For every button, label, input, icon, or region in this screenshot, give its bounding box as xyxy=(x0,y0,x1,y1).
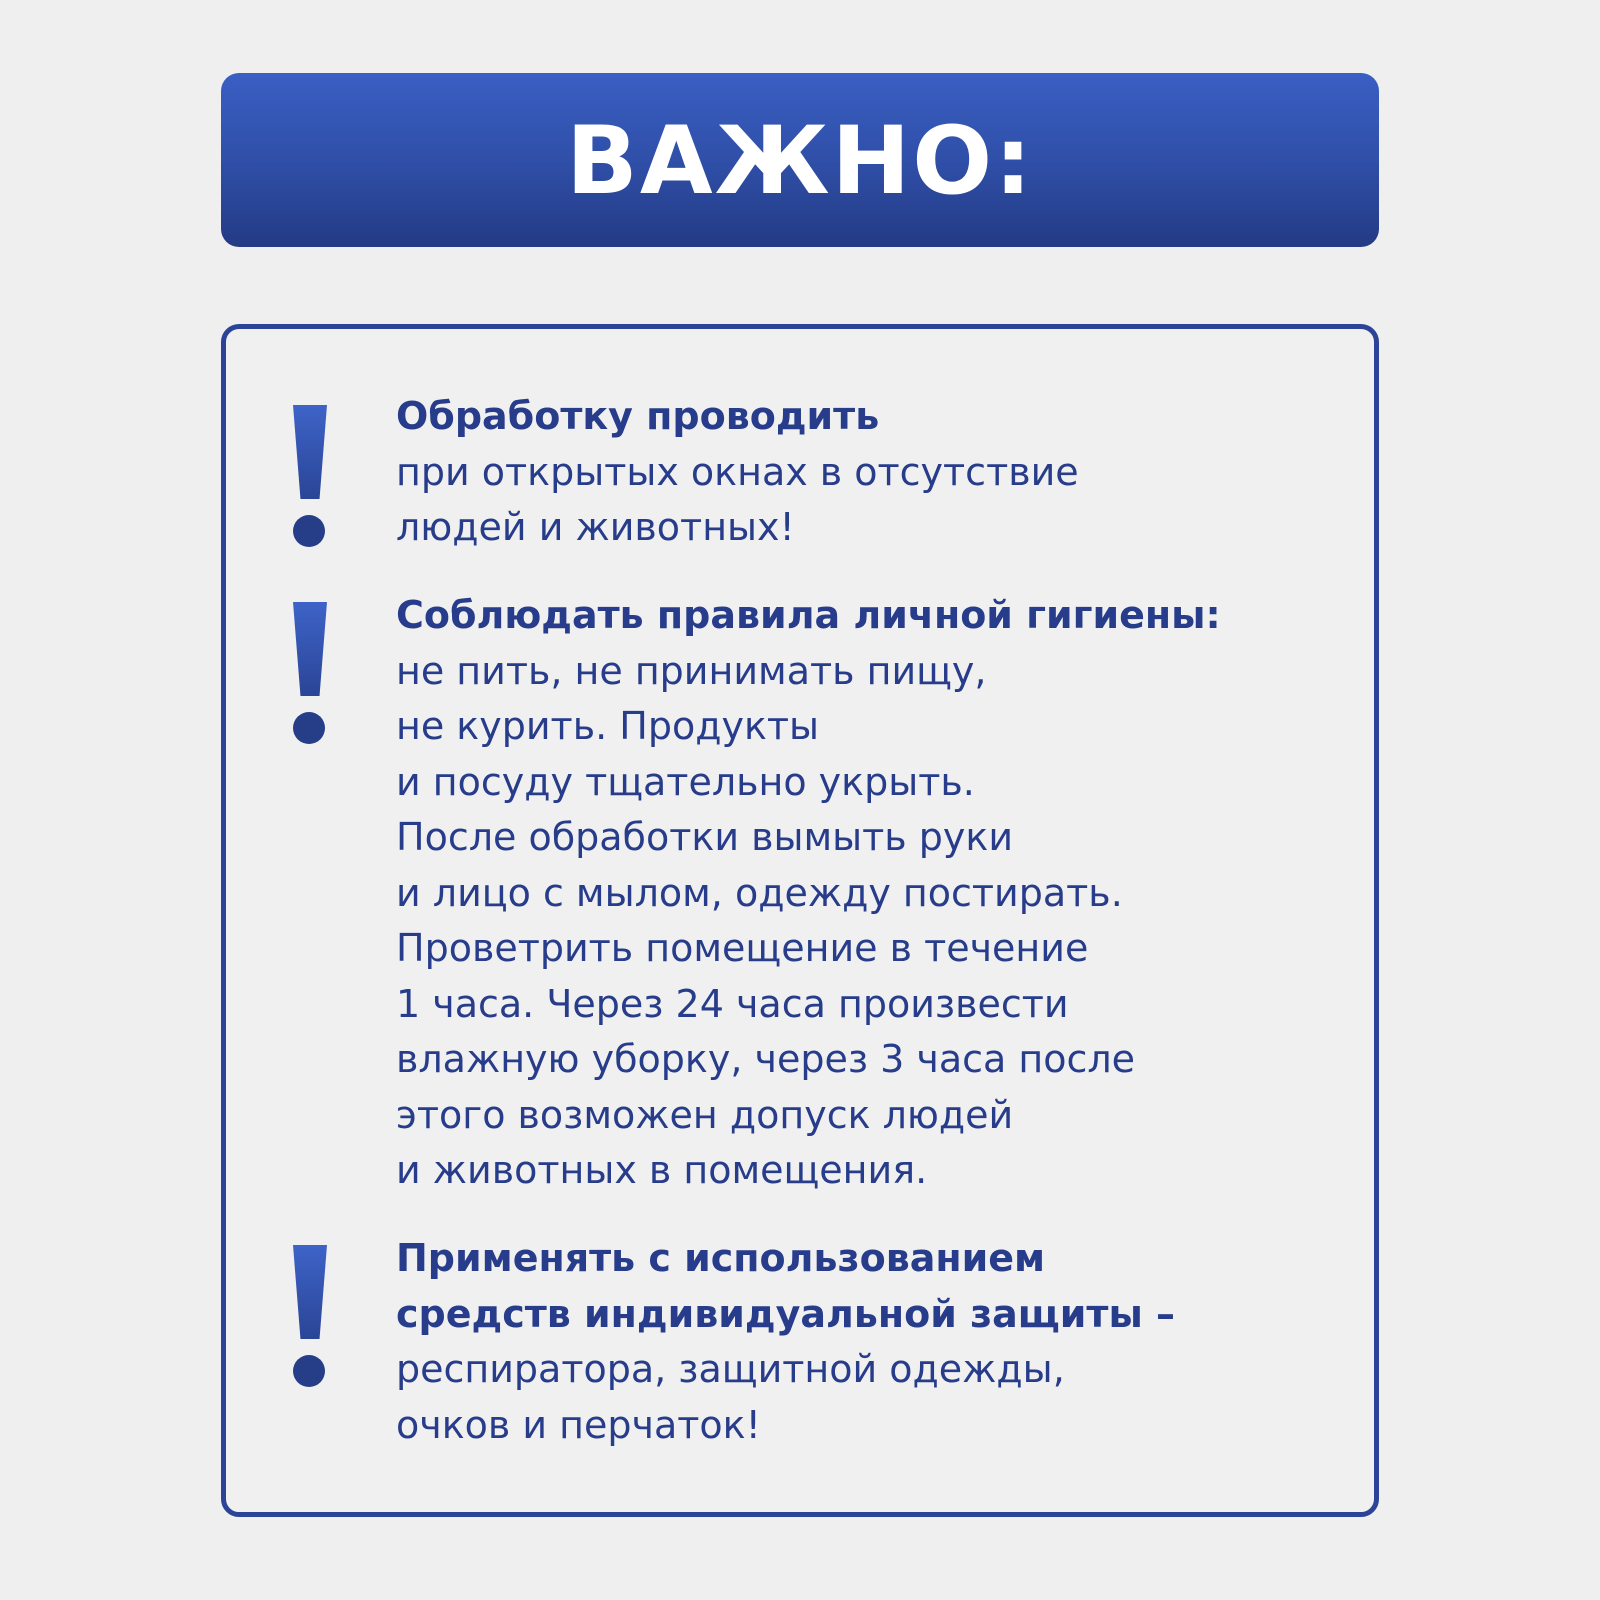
warning-text-line: людей и животных! xyxy=(396,505,795,549)
warning-text-line: не пить, не принимать пищу, xyxy=(396,648,987,693)
warning-text-line: при открытых окнах в отсутствие xyxy=(396,449,1079,494)
warning-text-line: и посуду тщательно укрыть. xyxy=(396,759,975,804)
warning-text-3 xyxy=(396,1231,1326,1453)
page-title: ВАЖНО: xyxy=(566,107,1034,216)
warning-text-2 xyxy=(396,588,1326,1199)
warning-text-line: респиратора, защитной одежды, xyxy=(396,1347,1065,1391)
warning-text-line: этого возможен допуск людей xyxy=(396,1092,1014,1137)
warning-heading-line: средств индивидуальной защиты – xyxy=(396,1291,1176,1336)
warning-text-line: не курить. Продукты xyxy=(396,704,820,748)
warning-text-line: и животных в помещения. xyxy=(396,1148,928,1192)
warning-text-line: 1 часа. Через 24 часа произвести xyxy=(396,981,1069,1026)
warning-text-line: влажную уборку, через 3 часа после xyxy=(396,1037,1136,1081)
warning-text-line: очков и перчаток! xyxy=(396,1402,761,1447)
warning-text-line: Проветрить помещение в течение xyxy=(396,926,1089,970)
warning-text-line: После обработки вымыть руки xyxy=(396,815,1014,859)
warning-text-line: и лицо с мылом, одежду постирать. xyxy=(396,870,1123,915)
warning-heading-line: Применять с использованием xyxy=(396,1236,1046,1280)
warnings-panel xyxy=(221,324,1379,1517)
warning-heading-line: Соблюдать правила личной гигиены: xyxy=(396,593,1221,637)
header-banner xyxy=(221,73,1379,247)
warning-heading-line: Обработку проводить xyxy=(396,394,880,438)
warning-text-1 xyxy=(396,389,1326,556)
